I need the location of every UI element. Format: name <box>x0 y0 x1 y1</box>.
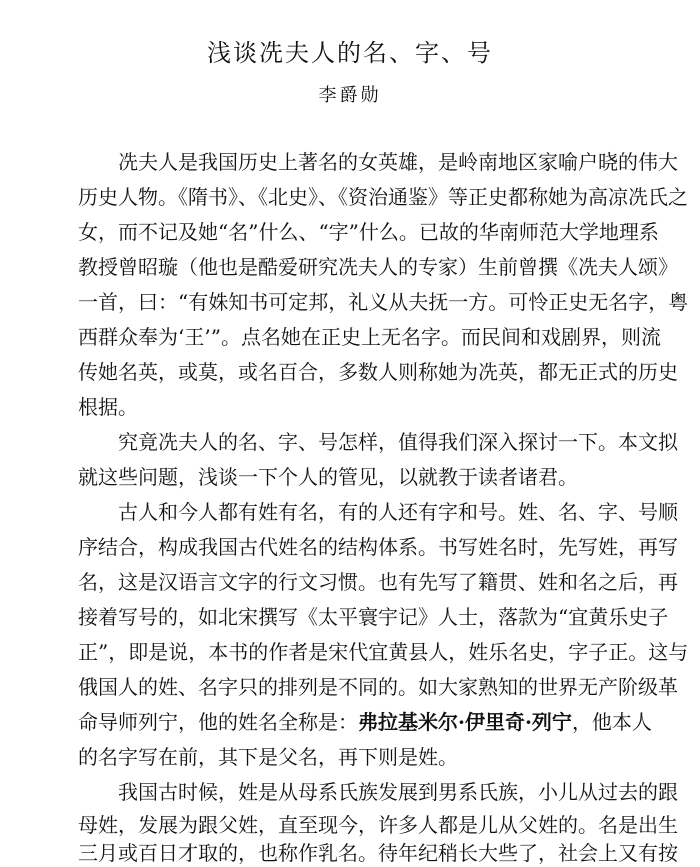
paragraph-line: 根据。 <box>78 395 138 419</box>
paragraph-line: 历史人物。《隋书》、《北史》、《资治通鉴》等正史都称她为高凉冼氏之 <box>78 185 688 209</box>
bold-name-text: 弗拉基米尔·伊里奇·列宁 <box>358 710 572 734</box>
paragraph-line: 就这些问题，浅谈一下个人的管见，以就教于读者诸君。 <box>78 465 578 489</box>
paragraph-line: 接着写号的，如北宋撰写《太平寰宇记》人士，落款为“宜黄乐史子 <box>78 605 669 629</box>
paragraph-line: 我国古时候，姓是从母系氏族发展到男系氏族，小儿从过去的跟 <box>118 780 678 804</box>
article-title: 浅谈冼夫人的名、字、号 <box>207 39 493 67</box>
paragraph-line: 的名字写在前，其下是父名，再下则是姓。 <box>78 745 458 769</box>
paragraph-line: 古人和今人都有姓有名，有的人还有字和号。姓、名、字、号顺 <box>118 500 678 524</box>
paragraph-text: ，他本人 <box>571 710 652 734</box>
paragraph-line: 俄国人的姓、名字只的排列是不同的。如大家熟知的世界无产阶级革 <box>78 675 678 699</box>
article-author: 李爵勋 <box>318 85 382 106</box>
paragraph-line: 女，而不记及她“名”什么、“字”什么。已故的华南师范大学地理系 <box>78 220 659 244</box>
paragraph-text: 命导师列宁，他的姓名全称是： <box>78 710 358 734</box>
paragraph-line <box>78 708 652 736</box>
paragraph-line: 传她名英，或莫，或名百合，多数人则称她为冼英，都无正式的历史 <box>78 360 678 384</box>
paragraph-line: 正”，即是说，本书的作者是宋代宜黄县人，姓乐名史，字子正。这与 <box>78 640 689 664</box>
paragraph-line: 母姓，发展为跟父姓，直至现今，许多人都是儿从父姓的。名是出生 <box>78 813 678 837</box>
paragraph-line: 三月或百日才取的，也称作乳名。待年纪稍长大些了，社会上又有按 <box>78 841 678 865</box>
paragraph-line: 名，这是汉语言文字的行文习惯。也有先写了籍贯、姓和名之后，再 <box>78 570 678 594</box>
paragraph-line: 冼夫人是我国历史上著名的女英雄，是岭南地区家喻户晓的伟大 <box>118 150 678 174</box>
paragraph-line: 西群众奉为‘王’”。点名她在正史上无名字。而民间和戏剧界，则流 <box>78 325 661 349</box>
paragraph-line: 教授曾昭璇（他也是酷爱研究冼夫人的专家）生前曾撰《冼夫人颂》 <box>78 255 678 279</box>
paragraph-line: 究竟冼夫人的名、字、号怎样，值得我们深入探讨一下。本文拟 <box>118 430 678 454</box>
paragraph-line: 一首，曰：“有姝知书可定邦，礼义从夫抚一方。可怜正史无名字，粤 <box>78 290 689 314</box>
paragraph-line: 序结合，构成我国古代姓名的结构体系。书写姓名时，先写姓，再写 <box>78 535 678 559</box>
